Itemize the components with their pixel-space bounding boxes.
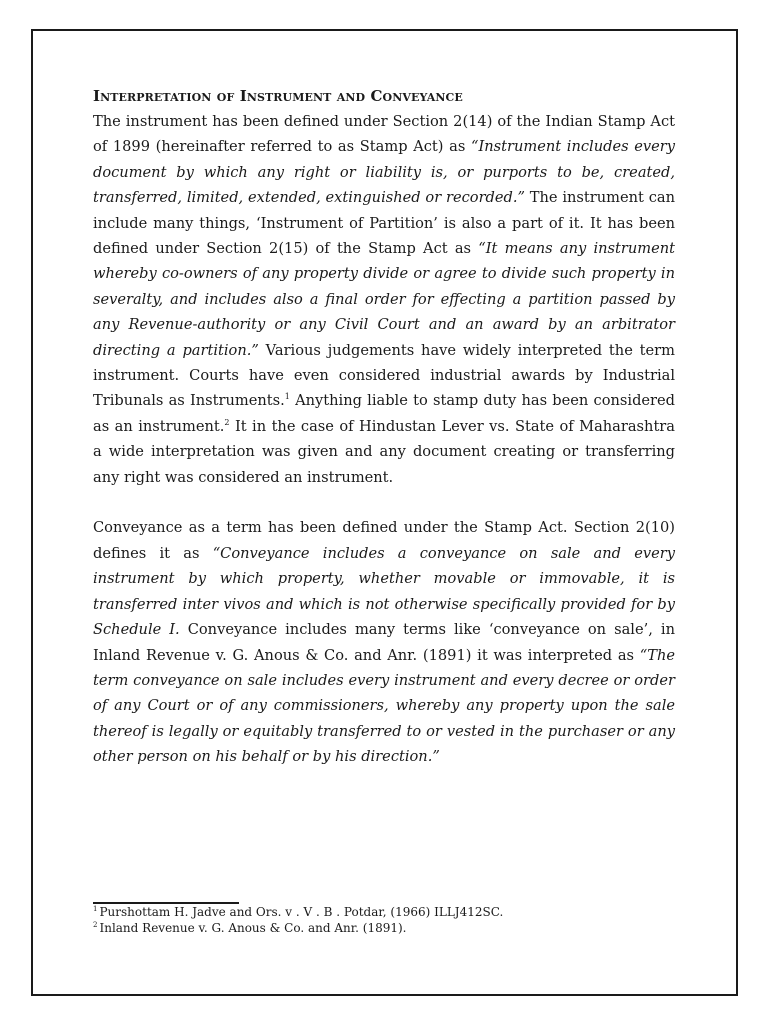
footnote-2: [93, 921, 503, 937]
paragraph-conveyance: [93, 515, 675, 769]
paragraph-instrument: [93, 109, 675, 490]
footnotes: [93, 905, 503, 936]
body-text: Conveyance includes many terms like ‘conveyance on sale’, in Inland Revenue v. G. Anous & Co. and Anr. (1891) it was interpreted as: [93, 621, 675, 664]
footnote-reference: 1: [284, 392, 290, 402]
footnote-text: Purshottam H. Jadve and Ors. v . V . B . Potdar, (1966) ILLJ412SC.: [99, 905, 504, 919]
body-text: Various judgements have widely interpreted the term instrument. Courts have even considered industrial awards by Industrial Tribunals as Instruments.: [93, 341, 675, 410]
footnote-1: [93, 905, 503, 921]
footnote-text: Inland Revenue v. G. Anous & Co. and Anr. (1891).: [99, 920, 407, 935]
quoted-definition: “It means any instrument whereby co-owners of any property divide or agree to divide such property in severalty, and includes also a final order for effecting a partition passed by any Revenue-authority or any Civil Court and an award by an arbitrator directing a partition.”: [93, 240, 675, 359]
footnote-reference: 2: [224, 417, 230, 427]
body-text: Conveyance as a term has been defined under the Stamp Act. Section 2(10) defines it as: [93, 519, 675, 562]
body-text: The instrument can include many things, ‘Instrument of Partition’ is also a part of it. It has been defined under Section 2(15) of the Stamp Act as: [93, 189, 675, 258]
quoted-definition: “The term conveyance on sale includes every instrument and every decree or order of any Court or of any commissioners, whereby any property upon the sale thereof is legally or equitably transferred to or vested in the purchaser or any other person on his behalf or by his direction.”: [93, 646, 675, 766]
quoted-definition: “Conveyance includes a conveyance on sale and every instrument by which property, whether movable or immovable, it is transferred inter vivos and which is not otherwise specifically provided for by Schedule I.: [93, 544, 675, 639]
body-text: Anything liable to stamp duty has been considered as an instrument.: [93, 392, 675, 435]
body-text: It in the case of Hindustan Lever vs. State of Maharashtra a wide interpretation was given and any document creating or transferring any right was considered an instrument.: [93, 417, 675, 486]
footnote-mark: 2: [93, 920, 98, 929]
quoted-definition: “Instrument includes every document by which any right or liability is, or purports to be, created, transferred, limited, extended, extinguished or recorded.”: [93, 138, 675, 207]
document-body: [93, 86, 675, 770]
footnote-separator: [93, 902, 239, 904]
footnote-mark: 1: [93, 905, 98, 913]
section-heading: Interpretation of Instrument and Conveyance: [93, 87, 463, 105]
body-text: The instrument has been defined under Section 2(14) of the Indian Stamp Act of 1899 (hereinafter referred to as Stamp Act) as: [93, 113, 675, 156]
